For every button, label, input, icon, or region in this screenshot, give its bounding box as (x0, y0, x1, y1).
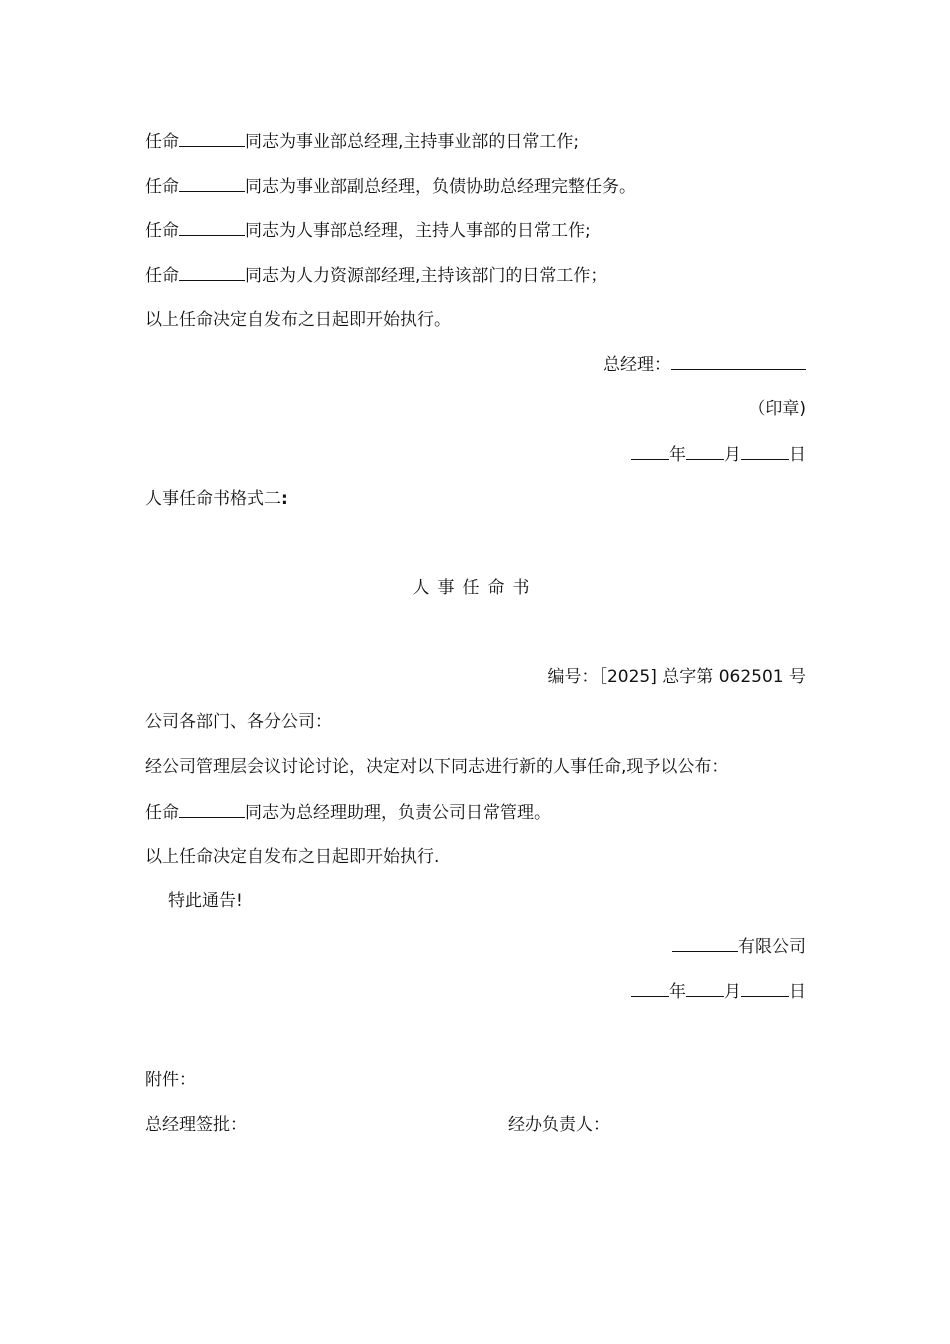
company-blank (672, 934, 738, 952)
year-blank (631, 979, 669, 997)
format2-heading-text: 人事任命书格式二 (145, 489, 281, 509)
intro-paragraph: 经公司管理层会议讨论讨论，决定对以下同志进行新的人事任命,现予以公布： (145, 757, 729, 777)
month-blank (686, 442, 724, 460)
doc-number: 编号：［2025] 总字第 062501 号 (547, 667, 806, 687)
appoint-prefix: 任命 (145, 221, 179, 241)
seal-label: （印章) (748, 399, 806, 419)
gm-label: 总经理： (603, 355, 671, 375)
gm-approval-label: 总经理签批： (145, 1115, 247, 1135)
appoint-prefix: 任命 (145, 177, 179, 197)
year-label: 年 (669, 982, 686, 1002)
format2-heading-colon: : (281, 489, 288, 509)
appoint-prefix: 任命 (145, 132, 179, 152)
name-blank (179, 218, 245, 236)
handler-label: 经办负责人： (508, 1115, 610, 1135)
appointment-line-1 (145, 129, 579, 154)
day-blank (741, 979, 789, 997)
appoint-text: 同志为总经理助理，负责公司日常管理。 (245, 803, 551, 823)
appointment-line-3 (145, 218, 591, 243)
date-line-2 (631, 979, 806, 1004)
company-suffix: 有限公司 (738, 937, 806, 957)
appointment-line-2 (145, 174, 636, 199)
name-blank (179, 263, 245, 281)
month-blank (686, 979, 724, 997)
appoint-text: 同志为事业部总经理,主持事业部的日常工作; (245, 132, 580, 152)
effective-statement-2: 以上任命决定自发布之日起即开始执行. (145, 847, 440, 867)
format2-heading (145, 487, 288, 511)
attachment-label: 附件： (145, 1070, 196, 1090)
appointment-line-4 (145, 263, 607, 288)
appoint-text: 同志为事业部副总经理，负债协助总经理完整任务。 (245, 177, 636, 197)
year-blank (631, 442, 669, 460)
appoint-text: 同志为人事部总经理，主持人事部的日常工作; (245, 221, 591, 241)
month-label: 月 (724, 982, 741, 1002)
appoint-prefix: 任命 (145, 803, 179, 823)
addressee: 公司各部门、各分公司： (145, 712, 332, 732)
company-line (672, 934, 806, 959)
name-blank (179, 129, 245, 147)
appoint-text: 同志为人力资源部经理,主持该部门的日常工作； (245, 266, 608, 286)
day-blank (741, 442, 789, 460)
appointment-line-5 (145, 800, 551, 825)
year-label: 年 (669, 445, 686, 465)
gm-signature-line (603, 352, 806, 377)
month-label: 月 (724, 445, 741, 465)
date-line-1 (631, 442, 806, 467)
day-label: 日 (789, 982, 806, 1002)
day-label: 日 (789, 445, 806, 465)
notice-text: 特此通告! (168, 891, 243, 911)
name-blank (179, 800, 245, 818)
effective-statement: 以上任命决定自发布之日起即开始执行。 (145, 310, 451, 330)
appoint-prefix: 任命 (145, 266, 179, 286)
name-blank (179, 174, 245, 192)
document-title: 人事任命书 (412, 578, 538, 598)
signature-blank (671, 352, 806, 370)
